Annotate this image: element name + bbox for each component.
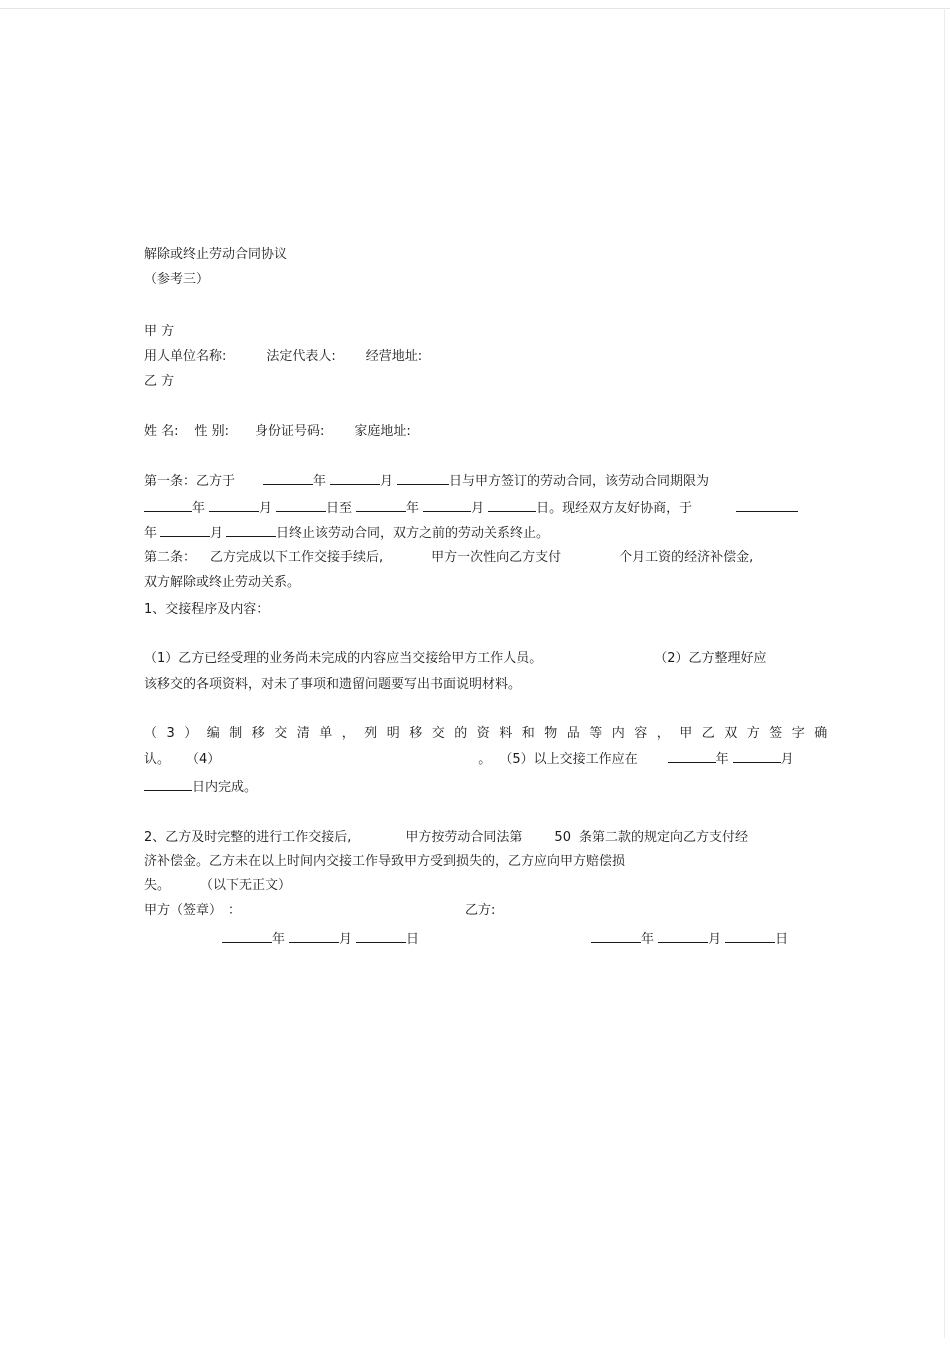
- subtitle-text: （参考三）: [144, 272, 210, 287]
- handover-item-3-end: 认。: [144, 752, 171, 767]
- employer-name-label: 用人单位名称:: [144, 349, 227, 364]
- blank-field[interactable]: [144, 499, 192, 512]
- party-b-month-field[interactable]: [658, 930, 708, 943]
- page-edge-right: [944, 8, 945, 1338]
- article-2-payment: 甲方一次性向乙方支付: [431, 550, 562, 565]
- article-2-months: 个月工资的经济补偿金,: [619, 550, 754, 565]
- article-1-line-3: [144, 524, 549, 543]
- blank-field[interactable]: [488, 499, 536, 512]
- month-label: 月: [380, 474, 394, 489]
- article-1-sign-text: 日与甲方签订的劳动合同，该劳动合同期限为: [449, 474, 710, 489]
- party-b-heading: [144, 373, 174, 391]
- article-1-prefix: 第一条：乙方于: [144, 474, 236, 489]
- day-to-label: 日至: [326, 501, 353, 516]
- home-address-label: 家庭地址:: [354, 424, 411, 439]
- party-b-fields: [144, 423, 411, 441]
- document-title: [144, 246, 287, 264]
- handover-deadline: [144, 778, 257, 797]
- id-number-label: 身份证号码:: [255, 424, 325, 439]
- compensation-law: 甲方按劳动合同法第: [405, 830, 523, 845]
- blank-field[interactable]: [423, 499, 471, 512]
- blank-field[interactable]: [160, 524, 210, 537]
- name-label: 姓 名:: [144, 424, 179, 439]
- month-label: 月: [780, 752, 794, 767]
- handover-item-2-cont: [144, 676, 521, 694]
- page-edge: [0, 8, 950, 9]
- blank-field[interactable]: [356, 499, 406, 512]
- year-label: 年: [406, 501, 420, 516]
- handover-heading-text: 1、交接程序及内容：: [144, 602, 270, 617]
- party-a-heading: [144, 323, 174, 341]
- compensation-line-1: [144, 829, 748, 847]
- signature-colon: ：: [228, 903, 242, 918]
- legal-rep-label: 法定代表人:: [266, 349, 336, 364]
- party-b-label: 乙 方: [144, 374, 175, 389]
- year-label: 年: [715, 752, 729, 767]
- party-b-year-field[interactable]: [591, 930, 641, 943]
- month-label: 月: [708, 932, 722, 947]
- article-2-line-2: [144, 574, 300, 592]
- blank-field[interactable]: [736, 499, 798, 512]
- compensation-end: 失。: [144, 878, 171, 893]
- handover-item-3: [144, 725, 837, 743]
- blank-field[interactable]: [263, 472, 313, 485]
- article-2-condition: 乙方完成以下工作交接手续后,: [210, 550, 384, 565]
- blank-field[interactable]: [733, 750, 781, 763]
- handover-heading: [144, 601, 269, 619]
- compensation-line-2: [144, 853, 625, 871]
- day-label: 日: [406, 932, 420, 947]
- business-address-label: 经营地址:: [365, 349, 423, 364]
- year-label: 年: [313, 474, 327, 489]
- article-2-prefix: 第二条：: [144, 550, 197, 565]
- compensation-line-3: [144, 877, 291, 895]
- month-label: 月: [259, 501, 273, 516]
- handover-item-4: （4）: [186, 752, 221, 767]
- party-a-year-field[interactable]: [222, 930, 272, 943]
- no-more-text-note: （以下无正文）: [200, 878, 292, 893]
- year-label: 年: [192, 501, 206, 516]
- year-label: 年: [272, 932, 286, 947]
- signature-dates: [222, 930, 788, 949]
- compensation-article-number: 50: [554, 830, 571, 845]
- document-subtitle: [144, 271, 209, 289]
- month-label: 月: [210, 526, 224, 541]
- party-a-day-field[interactable]: [356, 930, 406, 943]
- negotiate-text: 日。现经双方友好协商，于: [536, 501, 693, 516]
- handover-item-4-end: 。: [478, 752, 492, 767]
- compensation-liability: 济补偿金。乙方未在以上时间内交接工作导致甲方受到损失的，乙方应向甲方赔偿损: [144, 854, 626, 869]
- handover-item-2-text: 该移交的各项资料，对未了事项和遗留问题要写出书面说明材料。: [144, 677, 522, 692]
- article-2-end: 双方解除或终止劳动关系。: [144, 575, 301, 590]
- termination-text: 日终止该劳动合同，双方之前的劳动关系终止。: [276, 526, 550, 541]
- party-b-day-field[interactable]: [725, 930, 775, 943]
- handover-items-1-2: [144, 650, 767, 668]
- article-1-line-1: [144, 472, 709, 491]
- article-1-line-2: [144, 499, 798, 518]
- blank-field[interactable]: [397, 472, 449, 485]
- party-a-label: 甲 方: [144, 324, 175, 339]
- year-label: 年: [144, 526, 158, 541]
- blank-field[interactable]: [330, 472, 380, 485]
- signature-labels: [144, 902, 495, 920]
- handover-item-2: （2）乙方整理好应: [654, 651, 767, 666]
- day-label: 日: [775, 932, 789, 947]
- blank-field[interactable]: [209, 499, 259, 512]
- party-a-month-field[interactable]: [289, 930, 339, 943]
- party-a-fields: [144, 348, 422, 366]
- handover-item-1: （1）乙方已经受理的业务尚未完成的内容应当交接给甲方工作人员。: [144, 651, 543, 666]
- party-a-signature-label: 甲方（签章）: [144, 903, 223, 918]
- handover-deadline-text: 日内完成。: [192, 780, 258, 795]
- month-label: 月: [339, 932, 353, 947]
- month-label: 月: [471, 501, 485, 516]
- party-b-signature-label: 乙方:: [465, 903, 496, 918]
- blank-field[interactable]: [226, 524, 276, 537]
- blank-field[interactable]: [276, 499, 326, 512]
- gender-label: 性 别:: [194, 424, 230, 439]
- handover-items-3-5: [144, 750, 794, 769]
- handover-item-3-text: （3）编制移交清单，列明移交的资料和物品等内容，甲乙双方签字确: [144, 726, 837, 741]
- compensation-clause: 条第二款的规定向乙方支付经: [578, 830, 748, 845]
- compensation-condition: 2、乙方及时完整的进行工作交接后,: [144, 830, 352, 845]
- blank-field[interactable]: [668, 750, 716, 763]
- year-label: 年: [641, 932, 655, 947]
- handover-item-5: （5）以上交接工作应在: [499, 752, 638, 767]
- title-text: 解除或终止劳动合同协议: [144, 247, 288, 262]
- article-2-line-1: [144, 549, 753, 567]
- blank-field[interactable]: [144, 778, 192, 791]
